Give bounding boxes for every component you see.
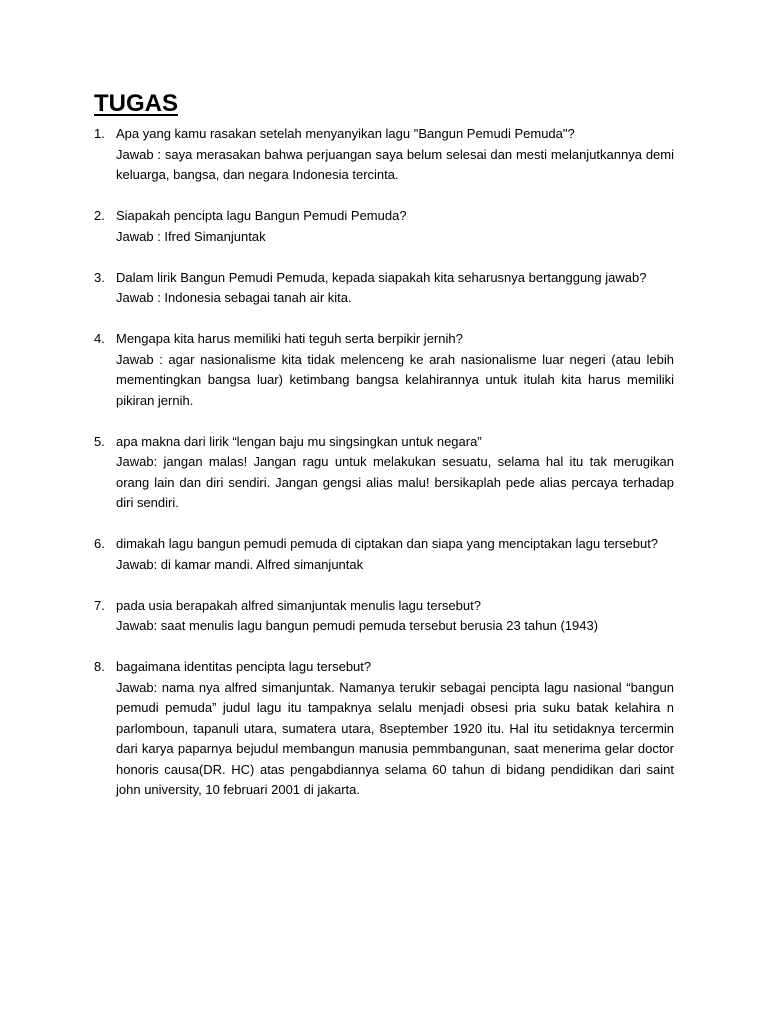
answer-text: Jawab: saat menulis lagu bangun pemudi pemuda tersebut berusia 23 tahun (1943) [116,618,599,633]
question-item-8 [94,657,674,801]
answer-text: Jawab : agar nasionalisme kita tidak melenceng ke arah nasionalisme luar negeri (atau lebih mementingkan bangsa luar) ketimbang bangsa kelahirannya untuk itulah kita harus memiliki pikiran jernih. [116,351,674,408]
question-item-1 [94,124,674,186]
question-item-5 [94,432,674,514]
question-text: Apa yang kamu rasakan setelah menyanyikan lagu "Bangun Pemudi Pemuda"? [116,126,575,141]
answer-text: Jawab : saya merasakan bahwa perjuangan saya belum selesai dan mesti melanjutkannya demi keluarga, bangsa, dan negara Indonesia tercinta. [116,146,674,182]
question-number: 3. [94,269,105,285]
question-number: 7. [94,597,105,613]
question-item-6 [94,534,674,575]
question-number: 5. [94,433,105,449]
question-text: dimakah lagu bangun pemudi pemuda di ciptakan dan siapa yang menciptakan lagu tersebut? [116,536,659,551]
question-list [94,124,674,821]
question-text: Siapakah pencipta lagu Bangun Pemudi Pemuda? [116,208,407,223]
question-number: 8. [94,659,105,674]
question-item-4 [94,329,674,411]
question-text: pada usia berapakah alfred simanjuntak menulis lagu tersebut? [116,597,481,613]
question-text: apa makna dari lirik “lengan baju mu singsingkan untuk negara” [116,433,482,449]
question-item-7 [94,596,674,637]
answer-text: Jawab: di kamar mandi. Alfred simanjuntak [116,556,364,572]
question-text: Mengapa kita harus memiliki hati teguh serta berpikir jernih? [116,331,463,346]
question-item-3 [94,268,674,309]
answer-text: Jawab : Ifred Simanjuntak [116,228,266,244]
answer-text: Jawab : Indonesia sebagai tanah air kita. [116,290,352,305]
question-text: Dalam lirik Bangun Pemudi Pemuda, kepada siapakah kita seharusnya bertanggung jawab? [116,269,647,285]
question-number: 4. [94,331,105,346]
answer-text: Jawab: nama nya alfred simanjuntak. Namanya terukir sebagai pencipta lagu nasional “bangun pemudi pemuda” judul lagu itu tampaknya selalu menjadi obsesi pria suku batak kelahira n parlomboun, tapanuli utara, sumatera utara, 8september 1920 itu. Hal itu setidaknya tercermin dari karya paparnya bejudul membangun manusia pemmbangunan, saat menerima gelar doctor honoris causa(DR. HC) atas pengabdiannya selama 60 tahun di bidang pendidikan dari saint john university, 10 februari 2001 di jakarta. [116,679,674,797]
question-number: 1. [94,126,105,141]
question-number: 2. [94,208,105,223]
answer-text: Jawab: jangan malas! Jangan ragu untuk melakukan sesuatu, selama hal itu tak merugikan orang lain dan diri sendiri. Jangan gengsi alias malu! bersikaplah pede alias percaya terhadap diri sendiri. [116,454,674,510]
question-text: bagaimana identitas pencipta lagu tersebut? [116,659,372,674]
question-item-2 [94,206,674,247]
question-number: 6. [94,536,105,551]
page-title: TUGAS [94,90,178,117]
